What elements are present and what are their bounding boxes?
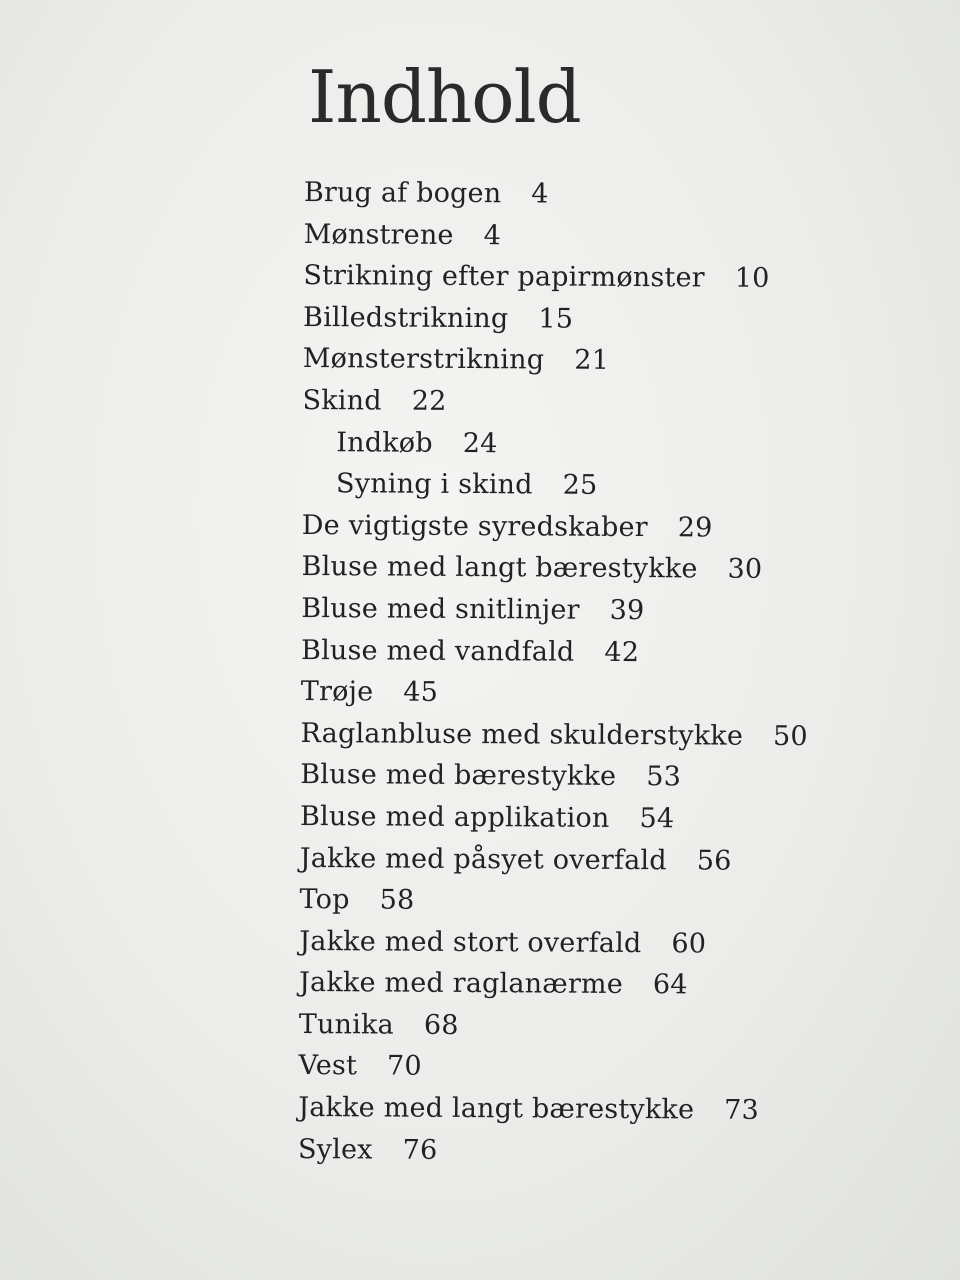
toc-entry-title: Jakke med langt bærestykke: [298, 1092, 695, 1126]
toc-entry-title: Bluse med langt bærestykke: [301, 551, 698, 585]
toc-entry-title: Tunika: [298, 1008, 394, 1041]
toc-page-number: 22: [411, 385, 447, 417]
toc-entry-title: Top: [299, 884, 350, 916]
toc-entry: [301, 588, 901, 633]
toc-page-number: 60: [671, 927, 707, 960]
toc-entry-title: Bluse med applikation: [299, 800, 610, 834]
toc-entry-title: Billedstrikning: [303, 301, 509, 335]
toc-entry: [298, 1045, 898, 1090]
toc-entry: [298, 1087, 898, 1132]
toc-entry: [300, 754, 900, 799]
toc-entry-title: Strikning efter papirmønster: [303, 260, 705, 294]
toc-page-number: 45: [403, 676, 439, 708]
toc-page-number: 10: [734, 262, 770, 295]
toc-page-number: 54: [639, 802, 675, 835]
toc-page-number: 76: [402, 1134, 438, 1166]
toc-entry-title: Sylex: [297, 1133, 373, 1166]
toc-page-number: 50: [772, 720, 808, 752]
toc-page-number: 4: [483, 219, 502, 251]
toc-entry: [300, 796, 900, 841]
toc-entry-title: Vest: [298, 1050, 358, 1082]
toc-entry-title: Skind: [302, 384, 382, 417]
toc-entry: [301, 671, 901, 716]
toc-page-number: 30: [727, 553, 763, 586]
toc-page-number: 4: [531, 178, 549, 210]
toc-entry-title: Indkøb: [336, 426, 433, 459]
toc-entry-title: Mønsterstrikning: [302, 343, 545, 376]
toc-page-number: 64: [652, 969, 688, 1001]
toc-entry: [303, 338, 903, 383]
toc-entry: [304, 172, 904, 217]
toc-page-number: 70: [386, 1050, 422, 1083]
toc-page-number: 58: [379, 884, 415, 916]
toc-entry-title: Syning i skind: [336, 468, 533, 501]
toc-page-number: 68: [423, 1009, 459, 1041]
toc-subentry: [302, 422, 902, 467]
toc-entry-title: Jakke med påsyet overfald: [299, 842, 667, 876]
toc-entry: [301, 630, 901, 675]
toc-entry: [301, 546, 901, 591]
toc-page-number: 21: [574, 345, 610, 377]
toc-entry: [300, 713, 900, 758]
toc-entry-title: Mønstrene: [303, 218, 454, 251]
toc-page-number: 25: [562, 469, 598, 501]
toc-entry: [302, 505, 902, 550]
toc-page-number: 39: [609, 594, 645, 627]
toc-entry: [299, 1004, 899, 1049]
toc-entry: [299, 962, 899, 1007]
toc-entry: [303, 214, 903, 259]
toc-entry: [303, 255, 903, 300]
toc-entry-title: Bluse med vandfald: [300, 634, 575, 668]
toc-entry-title: Brug af bogen: [303, 176, 502, 210]
toc-page-number: 15: [538, 303, 574, 335]
toc-entry: [299, 921, 899, 966]
toc-entry-title: Jakke med stort overfald: [299, 925, 642, 959]
toc-page-number: 56: [696, 844, 732, 877]
toc-entry-title: Bluse med snitlinjer: [301, 592, 580, 626]
table-of-contents: [298, 172, 904, 1174]
toc-page-number: 29: [677, 512, 713, 544]
toc-entry-title: Trøje: [300, 676, 374, 708]
toc-page-number: 53: [646, 761, 682, 793]
toc-entry-title: Raglanbluse med skulderstykke: [300, 717, 744, 752]
page-title: Indhold: [308, 55, 581, 139]
toc-entry-title: Bluse med bærestykke: [300, 759, 617, 793]
toc-entry: [298, 1129, 898, 1174]
toc-entry-title: De vigtigste syredskaber: [301, 509, 648, 543]
toc-entry: [303, 297, 903, 342]
toc-entry-title: Jakke med raglanærme: [298, 967, 624, 1001]
toc-subentry: [302, 463, 902, 508]
toc-entry: [299, 879, 899, 924]
toc-page-number: 73: [724, 1094, 760, 1126]
toc-entry: [300, 837, 900, 882]
toc-page-number: 24: [462, 427, 498, 459]
toc-entry: [302, 380, 902, 425]
toc-page-number: 42: [604, 636, 640, 668]
